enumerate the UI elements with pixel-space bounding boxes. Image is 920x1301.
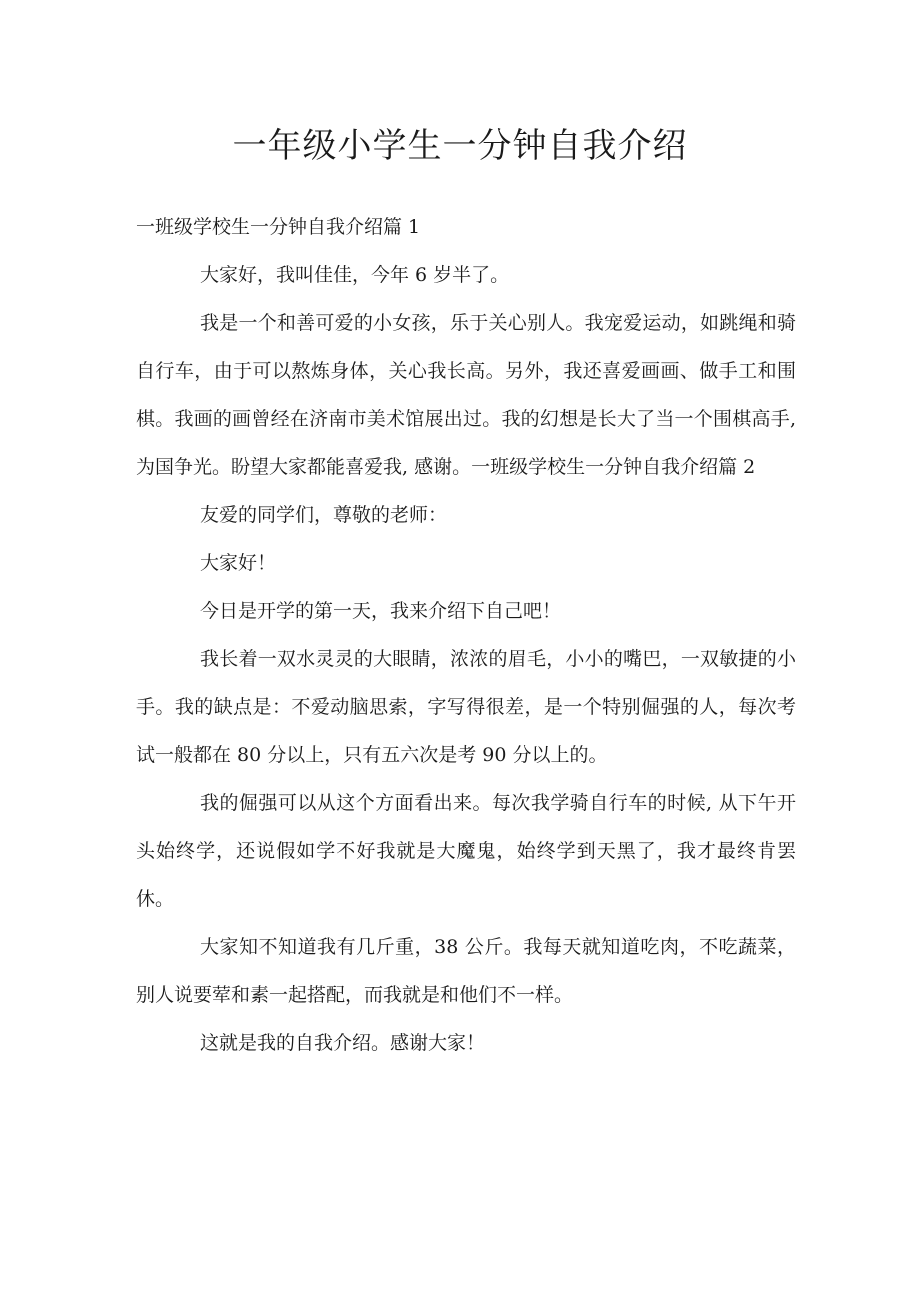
paragraph: 大家好，我叫佳佳，今年 6 岁半了。	[200, 264, 510, 286]
paragraph: 这就是我的自我介绍。感谢大家！	[200, 1032, 486, 1054]
section-heading: 一班级学校生一分钟自我介绍篇 1	[136, 216, 421, 238]
document-title: 一年级小学生一分钟自我介绍	[232, 126, 688, 166]
paragraph: 我的倔强可以从这个方面看出来。每次我学骑自行车的时候, 从下午开头始终学，还说假如学不好我就是大魔鬼，始终学到天黑了，我才最终肯罢休。	[136, 792, 796, 910]
paragraph: 友爱的同学们，尊敬的老师：	[200, 504, 448, 526]
document-body	[136, 203, 796, 1067]
paragraph: 我长着一双水灵灵的大眼睛，浓浓的眉毛，小小的嘴巴，一双敏捷的小手。我的缺点是：不爱动脑思索，字写得很差，是一个特别倔强的人，每次考试一般都在 80 分以上，只有五六次是考 90 分以上的。	[136, 648, 796, 766]
paragraph: 大家知不知道我有几斤重，38 公斤。我每天就知道吃肉，不吃蔬菜，别人说要荤和素一起搭配，而我就是和他们不一样。	[136, 936, 796, 1006]
paragraph: 大家好！	[200, 552, 277, 574]
paragraph: 今日是开学的第一天，我来介绍下自己吧！	[200, 600, 562, 622]
paragraph: 我是一个和善可爱的小女孩，乐于关心别人。我宠爱运动，如跳绳和骑自行车，由于可以熬炼身体，关心我长高。另外，我还喜爱画画、做手工和围棋。我画的画曾经在济南市美术馆展出过。我的幻想是长大了当一个围棋高手, 为国争光。盼望大家都能喜爱我, 感谢。一班级学校生一分钟自我介绍篇 2	[136, 312, 796, 478]
